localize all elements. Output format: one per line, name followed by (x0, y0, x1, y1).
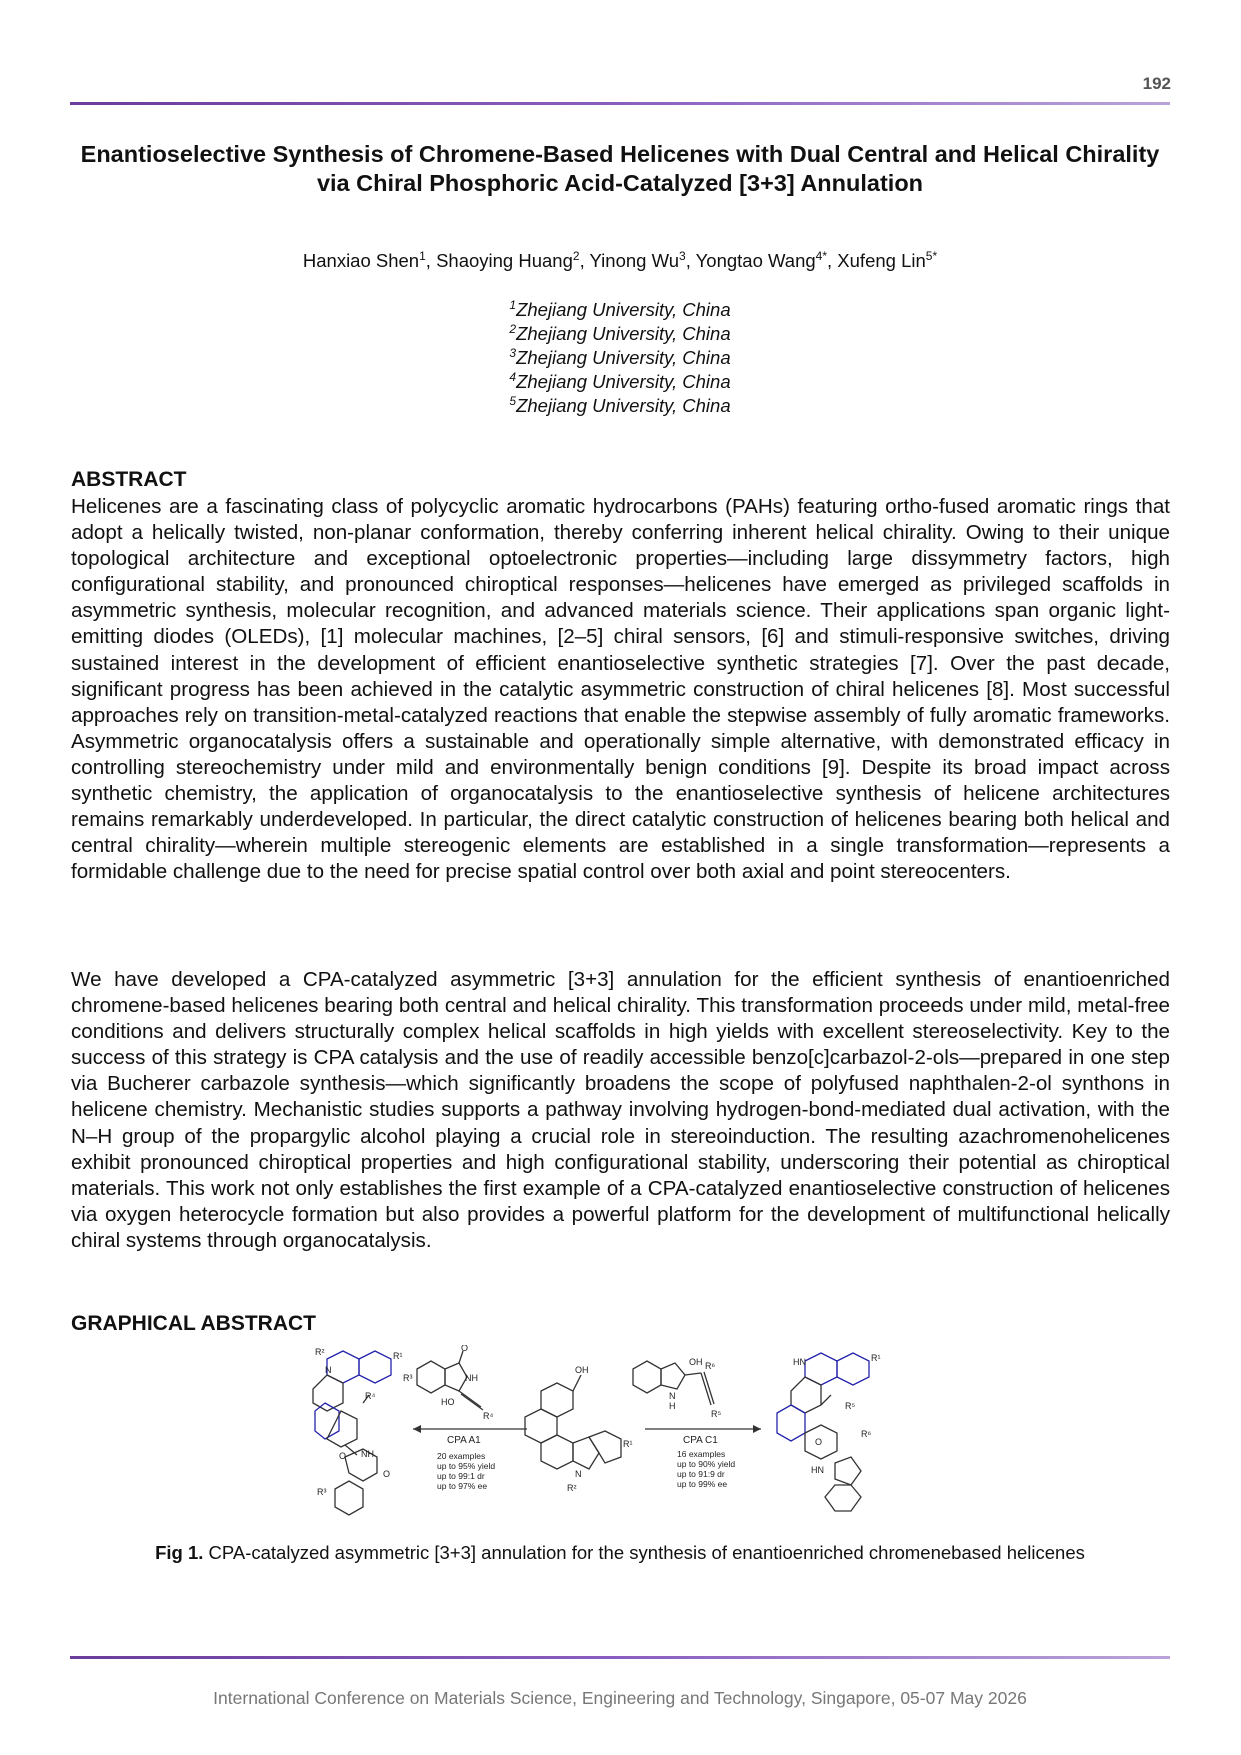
abstract-heading: ABSTRACT (71, 468, 187, 491)
left-reaction-arrow (413, 1425, 527, 1433)
label-oh: OH (689, 1357, 703, 1367)
left-condition: 20 examples (437, 1451, 486, 1461)
label-h: H (669, 1401, 676, 1411)
figure-label: Fig 1. (155, 1542, 204, 1563)
affiliation: $^3$Zhejiang University, China (509, 345, 731, 368)
abstract-paragraph: Helicenes are a fascinating class of polycyclic aromatic hydrocarbons (PAHs) featuring ortho-fused aromatic rings that adopt a helically twisted, non-planar conformation, thereby conferring inherent helical chirality. Owing to their unique topological architecture and exceptional optoelectronic properties—including large dissymmetry factors, high configurational stability, and pronounced chiroptical responses—helicenes have emerged as privileged scaffolds in asymmetric synthesis, molecular recognition, and advanced materials science. Their applications span organic light-emitting diodes (OLEDs), [1] molecular machines, [2–5] chiral sensors, [6] and stimuli-responsive switches, driving sustained interest in the development of efficient enantioselective synthetic strategies [7]. Over the past decade, significant progress has been achieved in the catalytic asymmetric construction of chiral helicenes [8]. Most successful approaches rely on transition-metal-catalyzed reactions that enable the stepwise assembly of fully aromatic frameworks. Asymmetric organocatalysis offers a sustainable and operationally simple alternative, with demonstrated efficacy in controlling stereochemistry under mild and environmentally benign conditions [9]. Despite its broad impact across synthetic chemistry, the application of organocatalysis to the enantioselective synthesis of helicene architectures remains remarkably underdeveloped. In particular, the direct catalytic construction of helicenes bearing both helical and central chirality—wherein multiple stereogenic elements are established in a single transformation—represents a formidable challenge due to the need for precise spatial control over both axial and point stereocenters. (71, 495, 1170, 884)
label-o: O (815, 1437, 823, 1447)
label-o: O (383, 1469, 391, 1479)
label-r4: R⁴ (483, 1411, 494, 1421)
author: Hanxiao Shen$^1$, (302, 248, 437, 271)
right-catalyst-label: CPA C1 (683, 1435, 718, 1446)
label-r3: R³ (403, 1373, 413, 1383)
label-r6: R⁶ (861, 1429, 872, 1439)
label-r5: R⁵ (845, 1401, 856, 1411)
left-condition: up to 95% yield (437, 1461, 496, 1471)
abstract-paragraph: We have developed a CPA-catalyzed asymmetric [3+3] annulation for the efficient synthesis of enantioenriched chromene-based helicenes bearing both central and helical chirality. This transformation proceeds under mild, metal-free conditions and delivers structurally complex helical scaffolds in high yields with excellent stereoselectivity. Key to the success of this strategy is CPA catalysis and the use of readily accessible benzo[c]carbazol-2-ols—prepared in one step via Bucherer carbazole synthesis—which significantly broadens the scope of polyfused naphthalen-2-ol synthons in helicene chemistry. Mechanistic studies supports a pathway involving hydrogen-bond-mediated dual activation, with the N–H group of the propargylic alcohol playing a crucial role in stereoinduction. The resulting azachromenohelicenes exhibit pronounced chiroptical properties and high configurational stability, underscoring their potential as chiroptical materials. This work not only establishes the first example of a CPA-catalyzed enantioselective construction of helicenes via oxygen heterocycle formation but also provides a powerful platform for the development of multifunctional helically chiral systems through organocatalysis. (71, 968, 1170, 1252)
label-r5: R⁵ (711, 1409, 722, 1419)
label-n: N (575, 1469, 582, 1479)
left-condition: up to 99:1 dr (437, 1471, 485, 1481)
header-rule (70, 102, 1170, 105)
label-r1: R¹ (623, 1439, 633, 1449)
label-oh: OH (575, 1365, 589, 1375)
right-reaction-arrow (645, 1425, 761, 1433)
author: Yinong Wu$^3$, (589, 248, 696, 271)
paper-title: Enantioselective Synthesis of Chromene-Based Helicenes with Dual Central and Helical Chirality via Chiral Phosphoric Acid-Catalyzed [3+3] Annulation (80, 141, 1160, 196)
right-product-structure (777, 1353, 872, 1511)
label-nh: NH (465, 1373, 478, 1383)
label-n: N (325, 1365, 332, 1375)
label-o: O (461, 1345, 469, 1353)
label-hn: HN (793, 1357, 806, 1367)
affiliation-list (70, 298, 1170, 418)
graphical-abstract-heading: GRAPHICAL ABSTRACT (71, 1312, 316, 1335)
footer-rule (70, 1656, 1170, 1659)
label-n: N (669, 1391, 676, 1401)
label-r2: R² (567, 1483, 577, 1493)
affiliation: $^2$Zhejiang University, China (509, 321, 731, 344)
author: Xufeng Lin$^{5*}$ (837, 248, 938, 271)
center-substrate-structure (525, 1375, 621, 1469)
label-hn: HN (811, 1465, 824, 1475)
author: Yongtao Wang$^{4*}$, (695, 248, 838, 271)
left-condition: up to 97% ee (437, 1481, 488, 1491)
label-r1: R¹ (871, 1353, 881, 1363)
label-ho: HO (441, 1397, 455, 1407)
label-r1: R¹ (393, 1351, 403, 1361)
label-r4: R⁴ (365, 1391, 376, 1401)
label-r6: R⁶ (705, 1361, 716, 1371)
right-condition: up to 91:9 dr (677, 1469, 725, 1479)
affiliation: $^1$Zhejiang University, China (509, 297, 731, 320)
affiliation: $^4$Zhejiang University, China (509, 369, 731, 392)
label-nh: NH (361, 1449, 374, 1459)
figure-caption (70, 1542, 1170, 1564)
right-condition: 16 examples (677, 1449, 726, 1459)
conference-footer: International Conference on Materials Science, Engineering and Technology, Singapore, 05-07 May 2026 (213, 1688, 1027, 1708)
right-condition: up to 90% yield (677, 1459, 736, 1469)
left-catalyst-label: CPA A1 (447, 1435, 481, 1446)
label-r3: R³ (317, 1487, 327, 1497)
author: Shaoying Huang$^2$, (436, 248, 590, 271)
right-condition: up to 99% ee (677, 1479, 728, 1489)
affiliation: $^5$Zhejiang University, China (509, 393, 731, 416)
graphical-abstract-scheme (305, 1345, 935, 1520)
figure-caption-text: CPA-catalyzed asymmetric [3+3] annulation for the synthesis of enantioenriched chromenebased helicenes (203, 1542, 1085, 1563)
label-r2: R² (315, 1347, 325, 1357)
author-list (70, 250, 1170, 272)
label-o: O (339, 1451, 347, 1461)
page-number: 192 (1142, 74, 1171, 93)
